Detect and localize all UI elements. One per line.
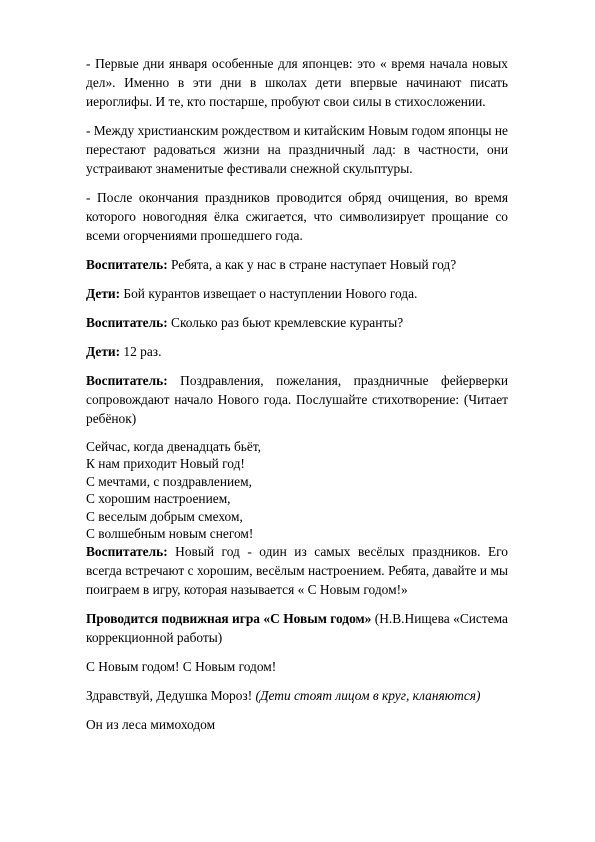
poem-line: С мечтами, с поздравлением, (86, 473, 252, 489)
hello-line (86, 686, 508, 705)
speaker-label: Воспитатель: (86, 373, 168, 388)
poem-line: С веселым добрым смехом, (86, 508, 243, 524)
paragraph-january: - Первые дни января особенные для японцев: это « время начала новых дел». Именно в эти дни в школах дети впервые начинают писать иероглифы. И те, кто постарше, пробуют свои силы в стихосложении. (86, 56, 508, 109)
greeting-line: С Новым годом! С Новым годом! (86, 659, 277, 675)
forest-line: Он из леса мимоходом (86, 717, 216, 733)
poem-line: С хорошим настроением, (86, 491, 231, 507)
dialogue-text: Бой курантов извещает о наступлении Нового года. (120, 286, 418, 301)
poem-line: С волшебным новым снегом! (86, 526, 254, 542)
dialogue-line-4 (86, 342, 508, 361)
speaker-label: Воспитатель: (86, 257, 168, 272)
paragraph-cleansing: - После окончания праздников проводится обряд очищения, во время которого новогодняя ёлка сжигается, что символизирует прощание со всеми огорчениями прошедшего года. (86, 190, 508, 243)
dialogue-line-3 (86, 313, 508, 332)
poem-line: Сейчас, когда двенадцать бьёт, (86, 439, 262, 454)
dialogue-line-1 (86, 255, 508, 274)
dialogue-text: Ребята, а как у нас в стране наступает Новый год? (167, 257, 457, 272)
speaker-label: Воспитатель: (86, 544, 168, 560)
speaker-label: Дети: (86, 344, 121, 359)
speaker-label: Дети: (86, 286, 121, 301)
dialogue-line-5 (86, 371, 508, 428)
dialogue-line-6 (86, 542, 508, 599)
dialogue-line-2 (86, 284, 508, 303)
dialogue-text: Новый год - один из самых весёлых праздников. Его всегда встречают с хорошим, весёлым настроением. Ребята, давайте и мы поиграем в игру, которая называется « С Новым годом!» (86, 544, 508, 598)
game-source: (Н.В.Нищева «Система коррекционной работы) (86, 611, 508, 646)
game-heading (86, 609, 508, 647)
hello-text: Здравствуй, Дедушка Мороз! (86, 688, 256, 704)
game-title: Проводится подвижная игра «С Новым годом» (86, 611, 372, 627)
dialogue-text: Поздравления, пожелания, праздничные фейерверки сопровождают начало Нового года. Послушайте стихотворение: (Читает ребёнок) (86, 373, 508, 426)
paragraph-christmas: - Между христианским рождеством и китайским Новым годом японцы не перестают радоваться жизни на праздничный лад: в частности, они устраивают знаменитые фестивали снежной скульптуры. (86, 123, 508, 176)
poem-line: К нам приходит Новый год! (86, 456, 245, 472)
stage-direction: (Дети стоят лицом в круг, кланяются) (255, 688, 481, 704)
dialogue-text: 12 раз. (120, 344, 162, 359)
dialogue-text: Сколько раз бьют кремлевские куранты? (167, 315, 404, 330)
document-page (86, 54, 508, 744)
speaker-label: Воспитатель: (86, 315, 168, 330)
poem (86, 438, 508, 542)
